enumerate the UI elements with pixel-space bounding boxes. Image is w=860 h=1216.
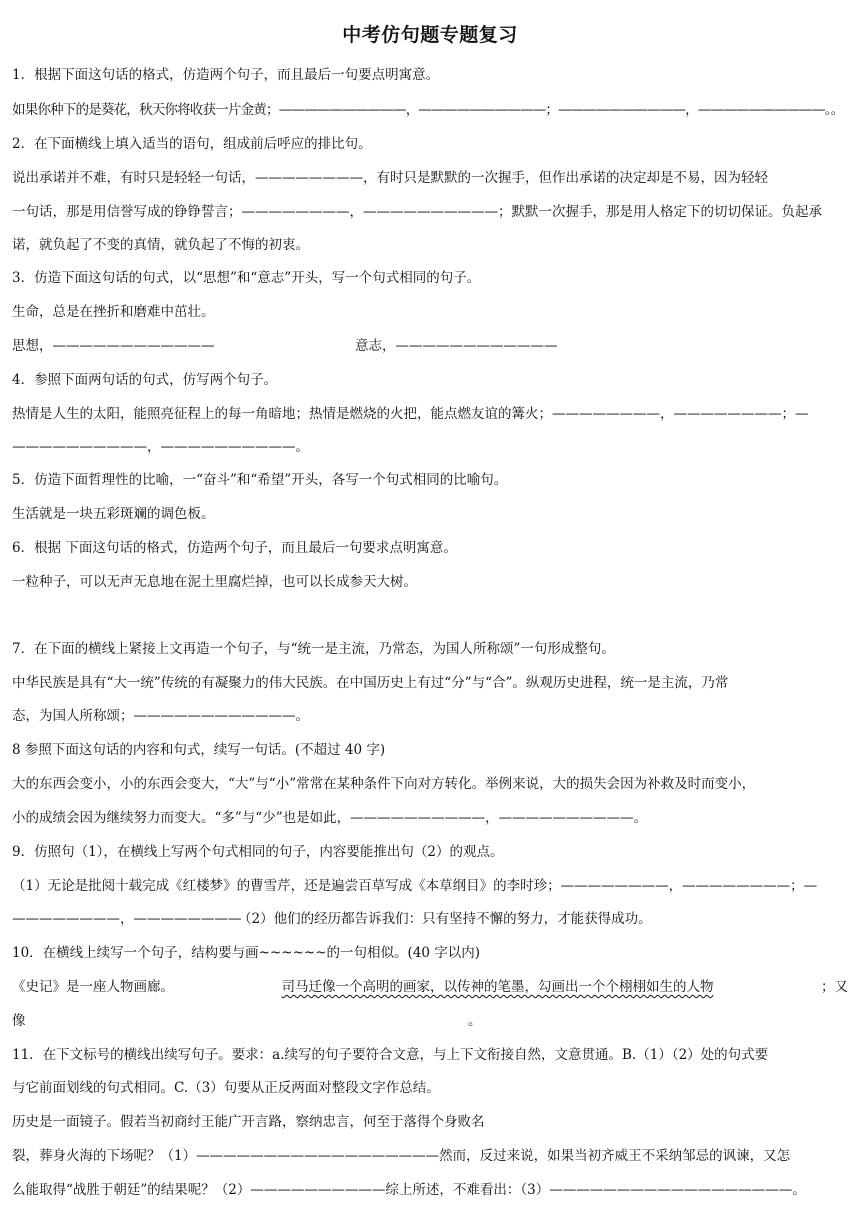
question-10-blank-start: 像 [12, 1013, 26, 1029]
question-10-blank-end: 。 [468, 1013, 482, 1029]
question-1-prompt: 1．根据下面这句话的格式，仿造两个句子，而且最后一句要点明寓意。 [12, 67, 440, 83]
question-9-sentence-2: （2）他们的经历都告诉我们：只有坚持不懈的努力，才能获得成功。 [238, 911, 652, 927]
question-6-prompt: 6．根据 下面这句话的格式，仿造两个句子，而且最后一句要求点明寓意。 [12, 540, 457, 556]
question-5-prompt: 5．仿造下面哲理性的比喻，一“奋斗”和“希望”开头，各写一个句式相同的比喻句。 [12, 472, 508, 488]
question-10-continuation: ；又 [821, 979, 848, 995]
question-11-prompt-line-1: 11．在下文标号的横线出续写句子。要求：a.续写的句子要符合文意，与上下文衔接自然，文意贯通。B.（1）（2）处的句式要 [12, 1047, 769, 1063]
question-2-text-line-2: 一句话，那是用信誉写成的铮铮誓言；————————，——————————；默默一次握手，那是用人格定下的切切保证。负起承 [12, 204, 822, 220]
question-11-prompt-line-2: 与它前面划线的句式相同。C.（3）句要从正反两面对整段文字作总结。 [12, 1080, 440, 1096]
question-7-text-line-1: 中华民族是具有“大一统”传统的有凝聚力的伟大民族。在中国历史上有过“分”与“合”。纵观历史进程，统一是主流，乃常 [12, 675, 729, 691]
question-3-blank-will: 意志，———————————— [355, 338, 558, 354]
question-1-text: 如果你种下的是葵花，秋天你将收获一片金黄；——————————，——————————；——————————，——————————。。 [12, 102, 844, 118]
question-3-prompt: 3．仿造下面这句话的句式，以“思想”和“意志”开头，写一个句式相同的句子。 [12, 270, 481, 286]
question-3-blank-thought: 思想，———————————— [12, 338, 215, 354]
question-10-marked-sentence: 司马迁像一个高明的画家，以传神的笔墨，勾画出一个个栩栩如生的人物 [281, 979, 714, 995]
question-10-intro: 《史记》是一座人物画廊。 [12, 979, 174, 995]
page-title: 中考仿句题专题复习 [342, 24, 518, 46]
question-8-text-line-2: 小的成绩会因为继续努力而变大。“多”与“少”也是如此，——————————，——————————。 [12, 810, 648, 826]
question-5-example: 生活就是一块五彩斑斓的调色板。 [12, 506, 215, 522]
question-9-text-line-2: ————————，———————— [12, 911, 242, 927]
question-9-prompt: 9．仿照句（1），在横线上写两个句式相同的句子，内容要能推出句（2）的观点。 [12, 844, 504, 860]
question-11-text-line-2: 裂，葬身火海的下场呢？（1）——————————————————然而，反过来说，如果当初齐威王不采纳邹忌的讽谏，又怎 [12, 1148, 791, 1164]
question-7-text-line-2: 态，为国人所称颂；————————————。 [12, 708, 309, 724]
question-8-text-line-1: 大的东西会变小，小的东西会变大，“大”与“小”常常在某种条件下向对方转化。举例来说，大的损失会因为补救及时而变小， [12, 776, 756, 792]
question-11-text-line-1: 历史是一面镜子。假若当初商纣王能广开言路，察纳忠言，何至于落得个身败名 [12, 1114, 485, 1130]
question-8-prompt: 8 参照下面这句话的内容和句式，续写一句话。(不超过 40 字) [12, 742, 386, 758]
question-4-text-line-1: 热情是人生的太阳，能照亮征程上的每一角暗地；热情是燃烧的火把，能点燃友谊的篝火；————————，————————；— [12, 406, 809, 422]
question-6-example: 一粒种子，可以无声无息地在泥土里腐烂掉，也可以长成参天大树。 [12, 574, 417, 590]
question-10-text-line-1 [12, 977, 848, 997]
question-4-text-line-2: ——————————，——————————。 [12, 439, 309, 455]
question-2-text-line-3: 诺，就负起了不变的真情，就负起了不悔的初衷。 [12, 237, 309, 253]
question-3-example: 生命，总是在挫折和磨难中茁壮。 [12, 304, 215, 320]
question-2-text-line-1: 说出承诺并不难，有时只是轻轻一句话，————————，有时只是默默的一次握手，但作出承诺的决定却是不易，因为轻轻 [12, 170, 768, 186]
question-4-prompt: 4．参照下面两句话的句式，仿写两个句子。 [12, 372, 278, 388]
question-10-prompt: 10．在横线上续写一个句子，结构要与画~~~~~~的一句相似。(40 字以内) [12, 945, 481, 961]
question-7-prompt: 7．在下面的横线上紧接上文再造一个句子，与“统一是主流，乃常态，为国人所称颂”一句形成整句。 [12, 641, 615, 657]
question-9-text-line-1: （1）无论是批阅十载完成《红楼梦》的曹雪芹，还是遍尝百草写成《本草纲目》的李时珍；————————，————————；— [12, 878, 818, 894]
question-11-text-line-3: 么能取得“战胜于朝廷”的结果呢？（2）——————————综上所述，不难看出：（3）——————————————————。 [12, 1182, 806, 1198]
question-2-prompt: 2．在下面横线上填入适当的语句，组成前后呼应的排比句。 [12, 136, 372, 152]
